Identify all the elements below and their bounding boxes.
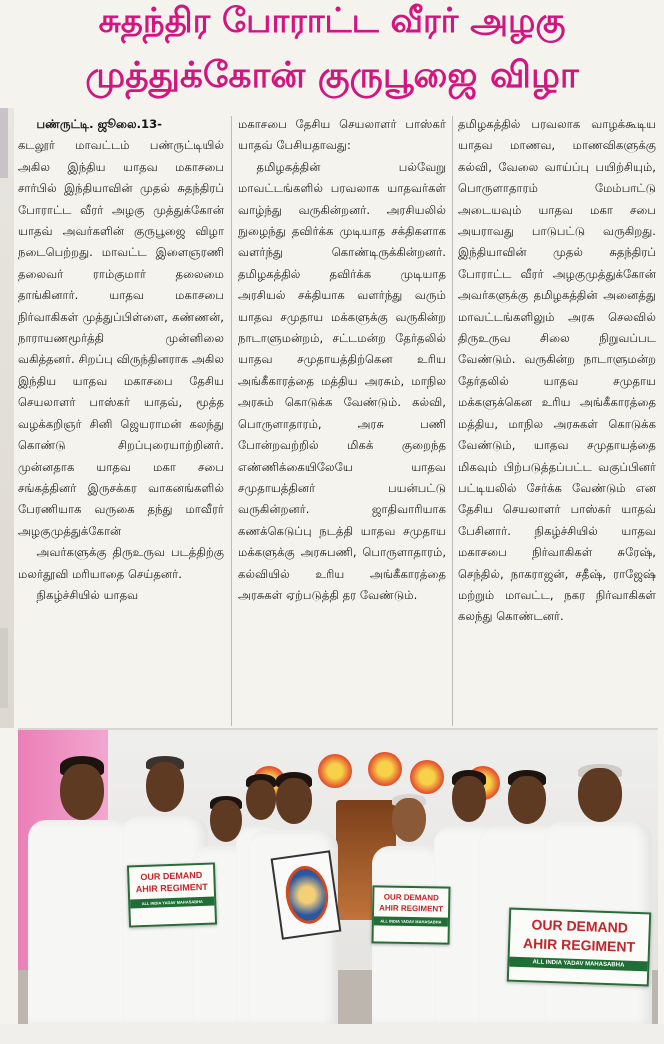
column-divider — [231, 116, 232, 726]
placard-line-1: OUR DEMAND — [383, 892, 439, 903]
event-photo — [18, 728, 658, 1026]
paragraph: தமிழகத்தின் பல்வேறு மாவட்டங்களில் பரவலாக யாதவர்கள் வாழ்ந்து வருகின்றனர். அரசியலில் நுழைந்து தவிர்க்க முடியாத சக்திகளாக வளர்ந்து கொண்டிருக்கின்றனர். தமிழகத்தில் தவிர்க்க முடியாத அரசியல் சக்தியாக வளர்ந்து வரும் யாதவ சமுதாய மக்களுக்கு வருகின்ற நாடாளுமன்றம், சட்டமன்ற தேர்தலில் யாதவ சமுதாயத்திற்கென உரிய அங்கீகாரத்தை மத்திய அரசும், மாநில அரசும் கொடுக்க வேண்டும். கல்வி, பொருளாதாரம், அரசு பணி போன்றவற்றில் மிகக் குறைந்த எண்ணிக்கையிலேயே யாதவ சமுதாயத்தினர் பயன்பட்டு வருகின்றனர். ஜாதிவாரியாக கணக்கெடுப்பு நடத்தி யாதவ சமுதாய மக்களுக்கு அரசுபணி, பொருளாதாரம், கல்வியில் உரிய அங்கீகாரத்தை அரசுகள் ஏற்படுத்தி தர வேண்டும். — [238, 159, 446, 602]
dateline: பண்ருட்டி. ஜூலை.13- — [36, 117, 162, 131]
article-column-1 — [18, 114, 224, 606]
article-column-2 — [238, 114, 446, 606]
placard-band: ALL INDIA YADAV MAHASABHA — [130, 897, 214, 909]
column-divider — [452, 116, 453, 726]
placard-band: ALL INDIA YADAV MAHASABHA — [509, 957, 647, 972]
page-left-edge — [0, 108, 14, 728]
demand-placard — [507, 908, 651, 987]
paragraph: நிகழ்ச்சியில் யாதவ — [36, 587, 139, 602]
headline — [0, 0, 664, 108]
page-bottom-margin — [0, 1024, 664, 1044]
paragraph: அவர்களுக்கு திருஉருவ படத்திற்கு மலர்தூவி மரியாதை செய்தனர். — [18, 545, 224, 581]
article-column-3 — [458, 114, 656, 628]
person — [544, 764, 652, 1026]
flower-garland — [368, 752, 402, 786]
demand-placard — [127, 862, 217, 927]
placard-line-2: AHIR REGIMENT — [522, 935, 636, 955]
paragraph: கடலூர் மாவட்டம் பண்ருட்டியில் அகில இந்திய யாதவ மகாசபை சார்பில் இந்தியாவின் முதல் சுதந்திரப் போராட்ட வீரர் அழகு முத்துக்கோன் யாதவ் அவர்களின் குருபூஜை விழா நடைபெற்றது. மாவட்ட இளைஞரணி தலைவர் ராம்குமார் தலைமை தாங்கினார். யாதவ மகாசபை நிர்வாகிகள் முத்துப்பிள்ளை, கண்ணன், நாராயணமூர்த்தி முன்னிலை வகித்தனர். சிறப்பு விருந்தினராக அகில இந்திய யாதவ மகாசபை தேசிய செயலாளர் பாஸ்கர் யாதவ், மூத்த வழக்கறிஞர் சினி ஜெயராமன் கலந்து கொண்டு சிறப்புரையாற்றினர். முன்னதாக யாதவ மகா சபை சங்கத்தினர் இருசக்கர வாகனங்களில் பேரணியாக வருகை தந்து மாவீரர் அழகுமுத்துக்கோன் — [18, 138, 224, 538]
leader-portrait-card — [271, 850, 342, 940]
placard-line-2: AHIR REGIMENT — [135, 881, 208, 895]
demand-placard — [371, 885, 450, 944]
placard-line-2: AHIR REGIMENT — [379, 903, 444, 914]
placard-band: ALL INDIA YADAV MAHASABHA — [374, 916, 448, 926]
paragraph: தமிழகத்தில் பரவலாக வாழக்கூடிய யாதவ மாணவ, மாணவிகளுக்கு கல்வி, வேலை வாய்ப்பு பயிற்சியும், பொருளாதாரம் மேம்பாட்டு அடையவும் யாதவ மகா சபை அயராவது பாடுபட்டு வருகிறது. இந்தியாவின் முதல் சுதந்திரப் போராட்ட வீரர் அழகுமுத்துக்கோன் அவர்களுக்கு தமிழகத்தின் அனைத்து மாவட்டங்களிலும் அரசு செலவில் திருஉருவ சிலை நிறுவப்பட வேண்டும். வருகின்ற நாடாளுமன்ற தேர்தலில் யாதவ சமுதாய மக்களுக்கென உரிய அங்கீகாரத்தை மத்திய, மாநில அரசுகள் கொடுக்க வேண்டும், யாதவ சமுதாயத்தை மிகவும் பிற்படுத்தப்பட்ட வகுப்பினர் பட்டியலில் சேர்க்க வேண்டும் என தேசிய செயலாளர் பாஸ்கர் யாதவ் பேசினார். நிகழ்ச்சியில் யாதவ மகாசபை நிர்வாகிகள் சுரேஷ், செந்தில், நாகராஜன், சதீஷ், ராஜேஷ் மற்றும் மாவட்ட, நகர நிர்வாகிகள் கலந்து கொண்டனர். — [458, 117, 656, 624]
headline-line-2: முத்துக்கோன் குருபூஜை விழா — [85, 55, 579, 96]
placard-line-1: OUR DEMAND — [140, 869, 203, 883]
headline-line-1: சுதந்திர போராட்ட வீரர் அழகு — [98, 1, 566, 41]
paragraph: மகாசபை தேசிய செயலாளர் பாஸ்கர் யாதவ் பேசியதாவது: — [238, 117, 446, 153]
placard-line-1: OUR DEMAND — [531, 916, 629, 936]
